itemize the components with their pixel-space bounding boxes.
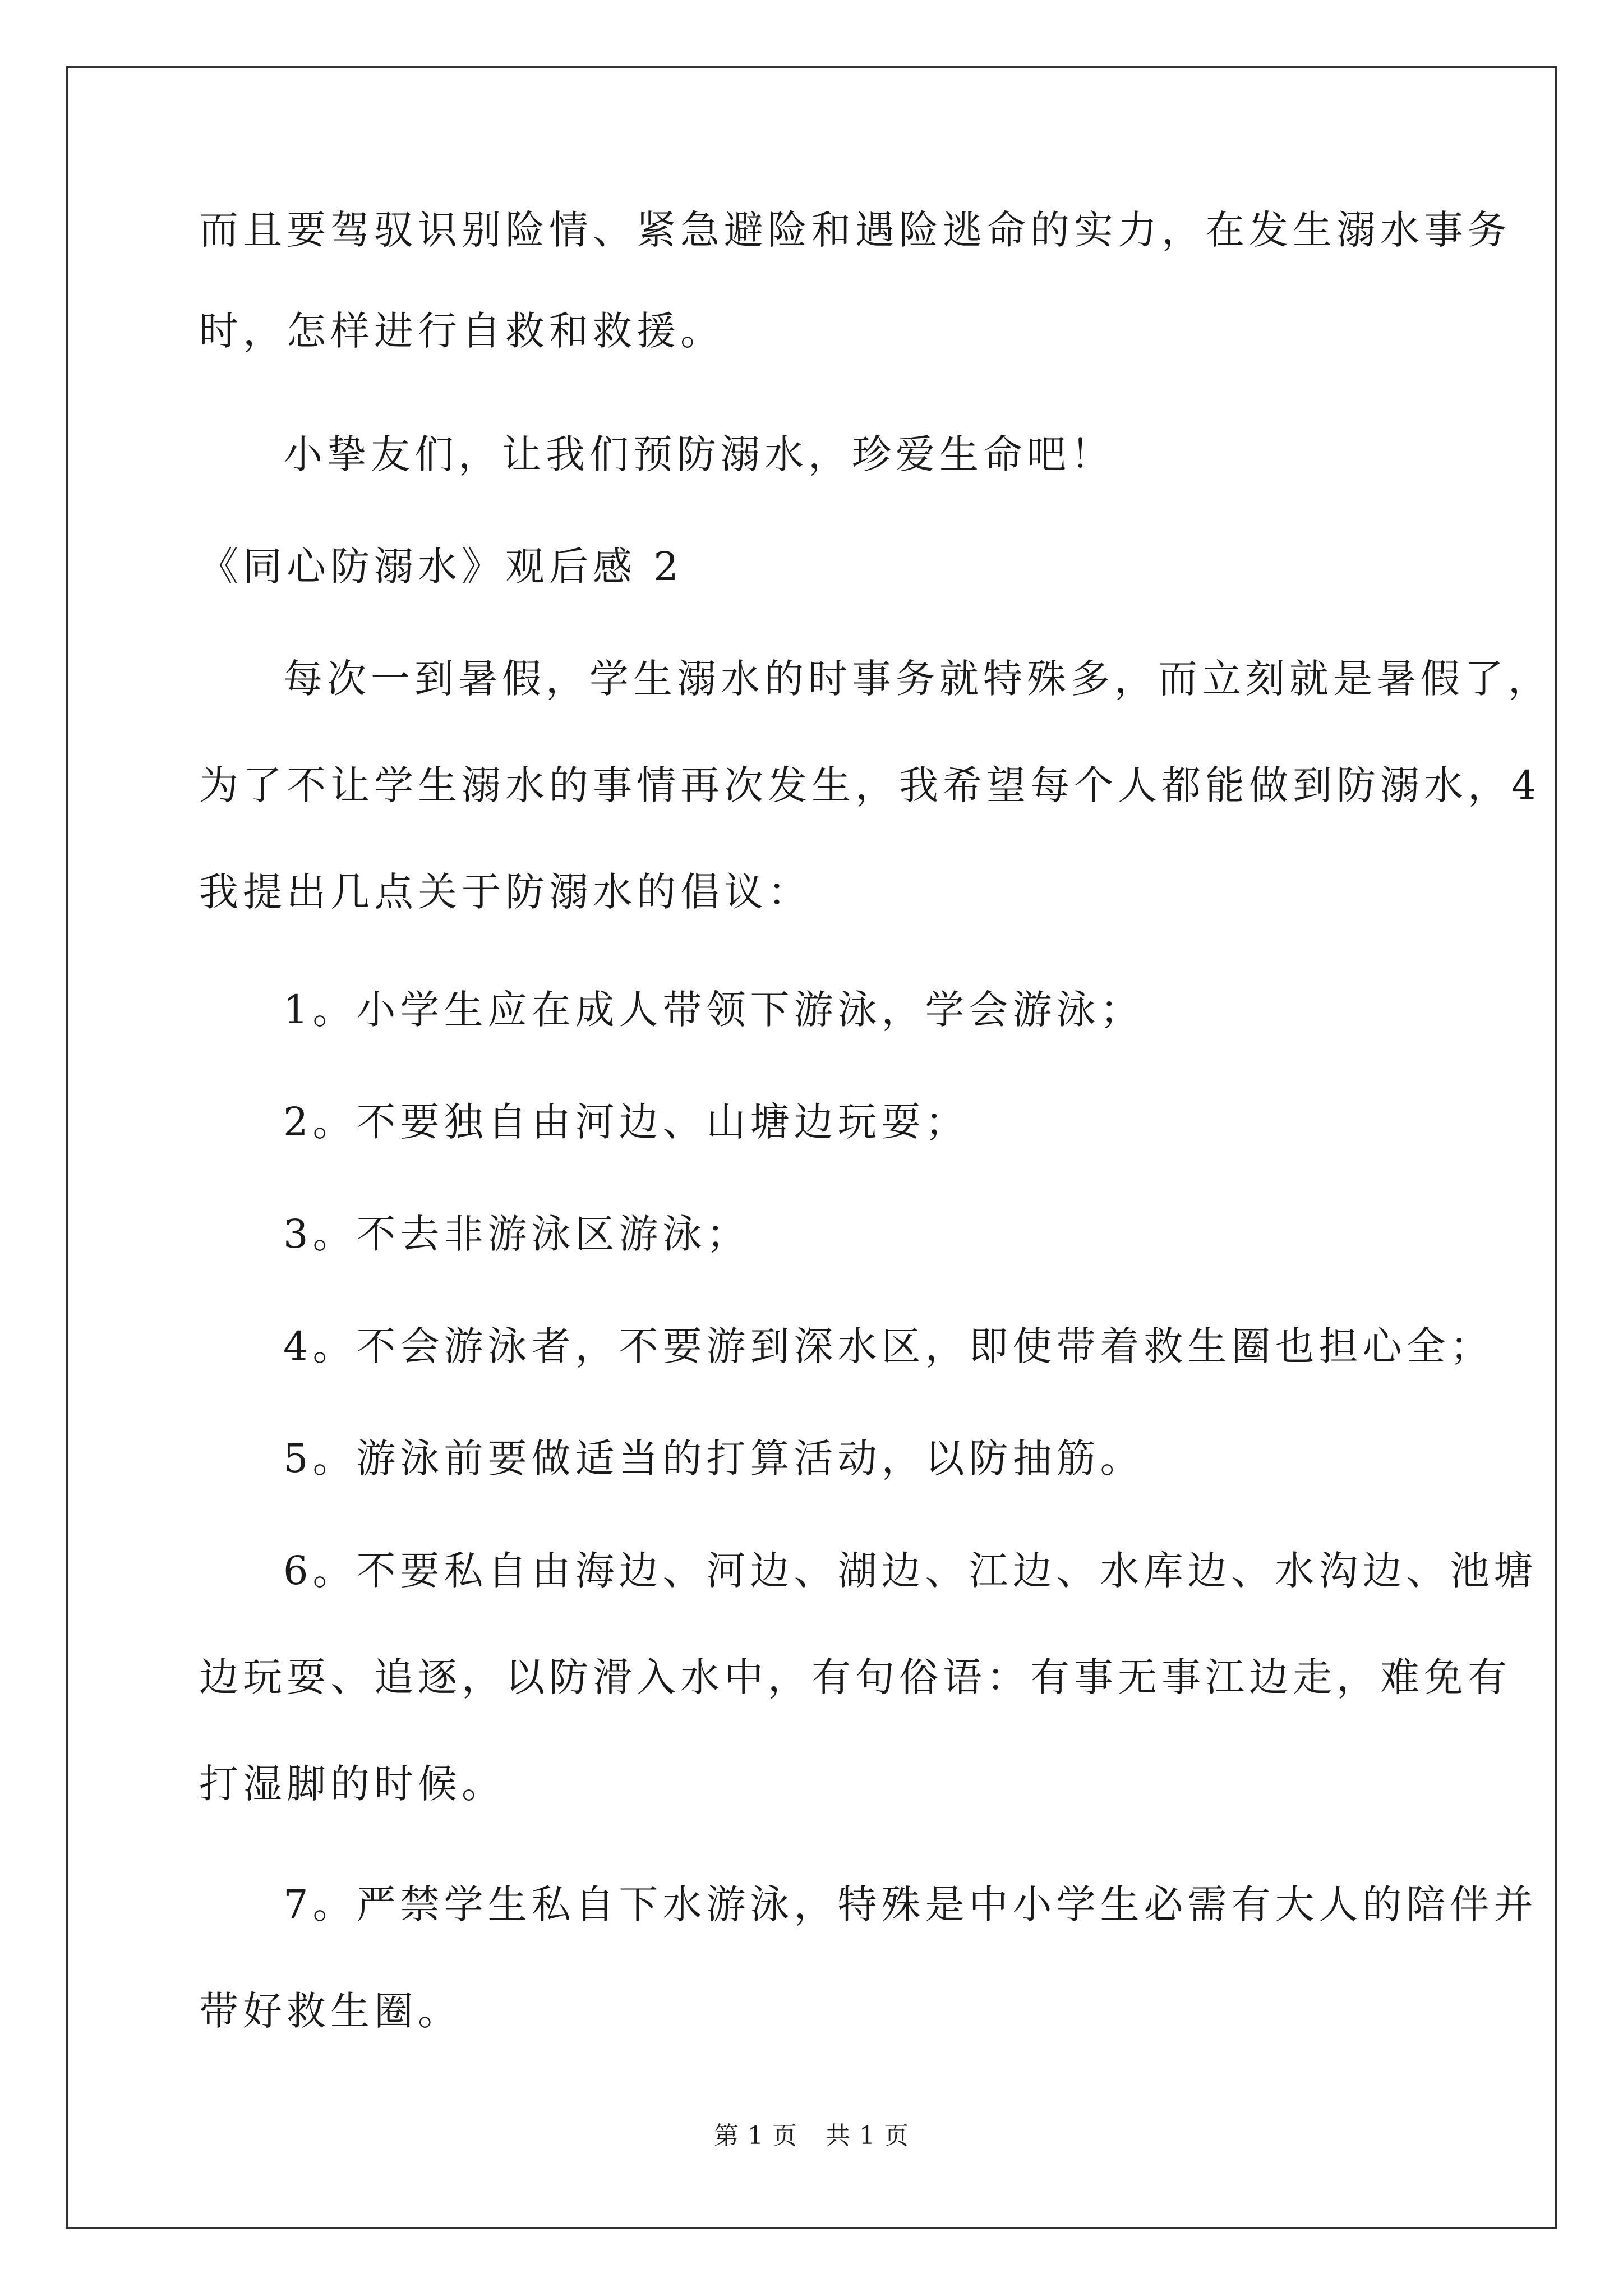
list-item: 1。小学生应在成人带领下游泳，学会游泳； [283, 987, 1144, 1033]
list-item: 2。不要独自由河边、山塘边玩耍； [283, 1099, 969, 1145]
section-heading: 《同心防溺水》观后感 2 [199, 544, 683, 590]
list-item: 4。不会游泳者，不要游到深水区，即使带着救生圈也担心全； [283, 1323, 1494, 1369]
list-item-continuation: 带好救生圈。 [199, 1988, 462, 2034]
list-item: 7。严禁学生私自下水游泳，特殊是中小学生必需有大人的陪伴并 [283, 1881, 1538, 1927]
page-number: 第 1 页 [714, 2122, 797, 2150]
list-item-continuation: 打湿脚的时候。 [199, 1761, 505, 1807]
paragraph-line: 每次一到暑假，学生溺水的时事务就特殊多，而立刻就是暑假了， [283, 656, 1552, 702]
list-item-continuation: 边玩耍、追逐，以防滑入水中，有句俗语：有事无事江边走，难免有 [199, 1654, 1511, 1700]
list-item: 6。不要私自由海边、河边、湖边、江边、水库边、水沟边、池塘 [283, 1548, 1538, 1594]
page-footer [0, 2119, 1623, 2153]
paragraph-line: 为了不让学生溺水的事情再次发生，我希望每个人都能做到防溺水，4 [199, 762, 1541, 808]
page-total: 共 1 页 [826, 2122, 909, 2150]
paragraph-line: 小挚友们，让我们预防溺水，珍爱生命吧！ [283, 431, 1114, 477]
list-item: 3。不去非游泳区游泳； [283, 1211, 750, 1257]
paragraph-line: 我提出几点关于防溺水的倡议： [199, 869, 811, 915]
list-item: 5。游泳前要做适当的打算活动，以防抽筋。 [283, 1435, 1144, 1481]
paragraph-line: 时，怎样进行自救和救援。 [199, 308, 724, 354]
paragraph-line: 而且要驾驭识别险情、紧急避险和遇险逃命的实力，在发生溺水事务 [199, 207, 1511, 253]
